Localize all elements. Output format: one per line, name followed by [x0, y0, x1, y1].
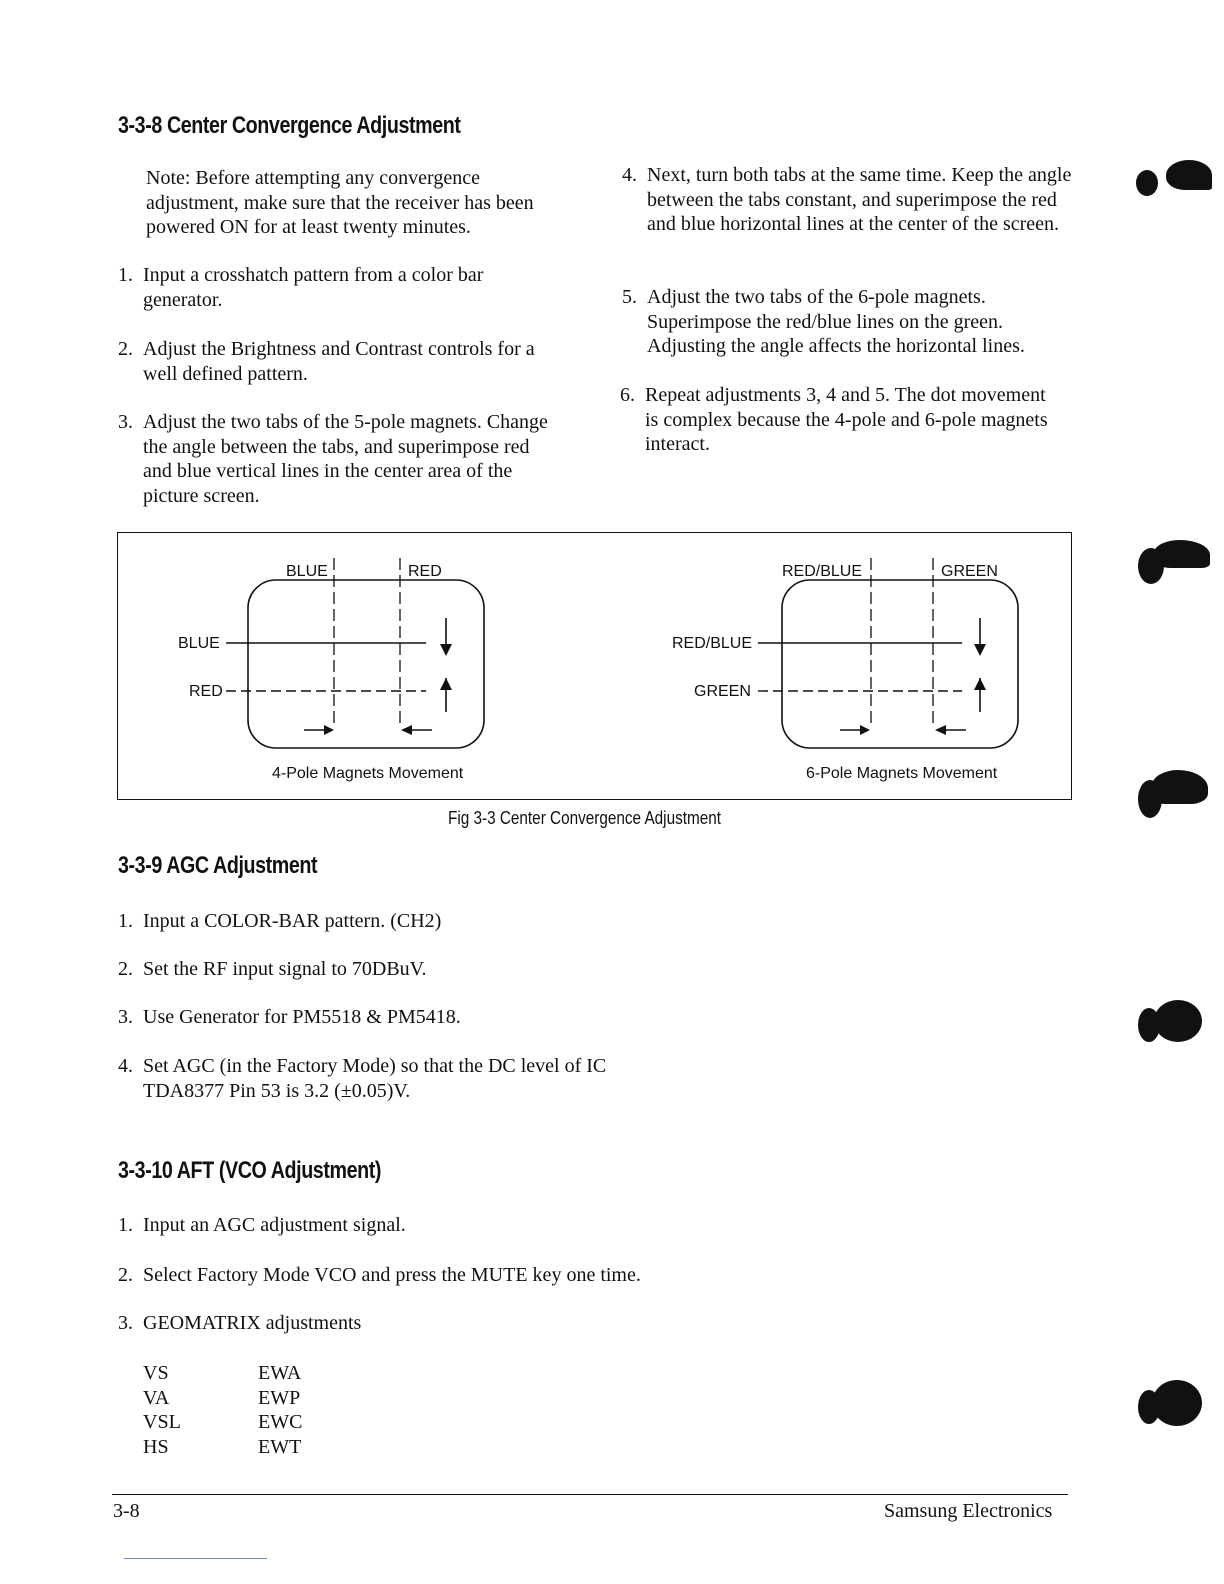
list-item-number: 3.	[118, 1312, 133, 1334]
convergence-note: Note: Before attempting any convergence adjustment, make sure that the receiver has been powered ON for at least twenty minutes.	[146, 167, 534, 238]
binder-hole-mark	[1136, 160, 1212, 200]
list-item-number: 1.	[118, 1214, 133, 1236]
geomatrix-code: HS	[143, 1435, 169, 1458]
list-item-number: 4.	[622, 164, 637, 186]
list-item-text: Next, turn both tabs at the same time. Keep the angle between the tabs constant, and superimpose the red and blue horizontal lines at the center of the screen.	[647, 164, 1072, 235]
figure-caption: Fig 3-3 Center Convergence Adjustment	[448, 808, 721, 828]
list-item-number: 6.	[620, 384, 635, 406]
list-item-number: 5.	[622, 286, 637, 308]
list-item	[118, 1005, 718, 1031]
list-item-text: Input an AGC adjustment signal.	[143, 1214, 406, 1236]
list-item-text: Set AGC (in the Factory Mode) so that the DC level of IC TDA8377 Pin 53 is 3.2 (±0.05)V.	[143, 1055, 607, 1102]
arrow-up-icon	[974, 678, 986, 690]
list-item	[118, 1263, 818, 1289]
label-side-red: RED	[189, 683, 223, 700]
label-top-red: RED	[408, 563, 442, 580]
arrow-down-icon	[974, 644, 986, 656]
list-item-number: 3.	[118, 1006, 133, 1028]
arrow-down-icon	[440, 644, 452, 656]
binder-hole-mark	[1138, 770, 1210, 820]
section-title-center-convergence: 3-3-8 Center Convergence Adjustment	[118, 112, 461, 139]
section-title-agc: 3-3-9 AGC Adjustment	[118, 852, 318, 879]
list-item	[622, 285, 1072, 360]
list-item-text: Input a COLOR-BAR pattern. (CH2)	[143, 910, 442, 932]
list-item	[118, 337, 568, 387]
list-item	[620, 383, 1070, 458]
label-side-blue: BLUE	[178, 635, 220, 652]
geomatrix-code: VS	[143, 1362, 169, 1384]
geomatrix-code: VSL	[143, 1411, 181, 1433]
binder-hole-mark	[1138, 1000, 1204, 1046]
footer-company: Samsung Electronics	[884, 1500, 1053, 1522]
list-item-text: Input a crosshatch pattern from a color bar generator.	[143, 264, 484, 311]
list-item	[118, 410, 568, 510]
page-number: 3-8	[113, 1500, 140, 1522]
list-item-text: Repeat adjustments 3, 4 and 5. The dot movement is complex because the 4-pole and 6-pole magnets interact.	[645, 384, 1048, 455]
list-item	[118, 957, 718, 983]
label-top-green: GREEN	[941, 563, 998, 580]
geomatrix-column-2	[258, 1361, 302, 1459]
list-item-number: 2.	[118, 1264, 133, 1286]
arrow-up-icon	[440, 678, 452, 690]
list-item	[118, 1054, 718, 1104]
list-item-text: Set the RF input signal to 70DBuV.	[143, 958, 427, 980]
list-item-number: 3.	[118, 411, 133, 433]
list-item	[118, 909, 718, 935]
section-title-aft: 3-3-10 AFT (VCO Adjustment)	[118, 1157, 382, 1184]
scan-artifact-line	[124, 1558, 267, 1559]
list-item	[118, 263, 568, 313]
geomatrix-code: EWA	[258, 1362, 302, 1384]
label-side-red-blue: RED/BLUE	[672, 635, 753, 652]
list-item	[118, 1311, 818, 1337]
four-pole-caption: 4-Pole Magnets Movement	[272, 765, 464, 782]
list-item	[118, 1213, 818, 1239]
geomatrix-code: EWT	[258, 1435, 302, 1458]
footer-rule	[112, 1494, 1068, 1495]
geomatrix-column-1	[143, 1361, 181, 1459]
label-top-blue: BLUE	[286, 563, 328, 580]
list-item-number: 1.	[118, 264, 133, 286]
list-item-number: 2.	[118, 958, 133, 980]
list-item-text: Use Generator for PM5518 & PM5418.	[143, 1006, 461, 1028]
geomatrix-code: VA	[143, 1386, 170, 1409]
list-item-text: Select Factory Mode VCO and press the MUTE key one time.	[143, 1264, 641, 1286]
list-item-text: GEOMATRIX adjustments	[143, 1312, 362, 1334]
list-item	[622, 163, 1072, 263]
arrow-right-icon	[324, 725, 334, 735]
screen-outline	[782, 580, 1018, 748]
geomatrix-code: EWC	[258, 1411, 303, 1433]
label-top-red-blue: RED/BLUE	[782, 563, 863, 580]
binder-hole-mark	[1138, 540, 1212, 586]
arrow-left-icon	[401, 725, 412, 735]
six-pole-caption: 6-Pole Magnets Movement	[806, 765, 998, 782]
list-item-number: 1.	[118, 910, 133, 932]
list-item-text: Adjust the Brightness and Contrast controls for a well defined pattern.	[143, 338, 535, 385]
arrow-right-icon	[860, 725, 870, 735]
screen-outline	[248, 580, 484, 748]
label-side-green: GREEN	[694, 683, 751, 700]
geomatrix-code: EWP	[258, 1386, 301, 1409]
arrow-left-icon	[935, 725, 946, 735]
list-item-number: 4.	[118, 1055, 133, 1077]
binder-hole-mark	[1138, 1380, 1202, 1430]
list-item-text: Adjust the two tabs of the 6-pole magnets. Superimpose the red/blue lines on the green. Adjusting the angle affects the horizontal lines.	[647, 286, 1025, 357]
list-item-text: Adjust the two tabs of the 5-pole magnets. Change the angle between the tabs, and superimpose red and blue vertical lines in the center area of the picture screen.	[143, 411, 548, 507]
list-item-number: 2.	[118, 338, 133, 360]
